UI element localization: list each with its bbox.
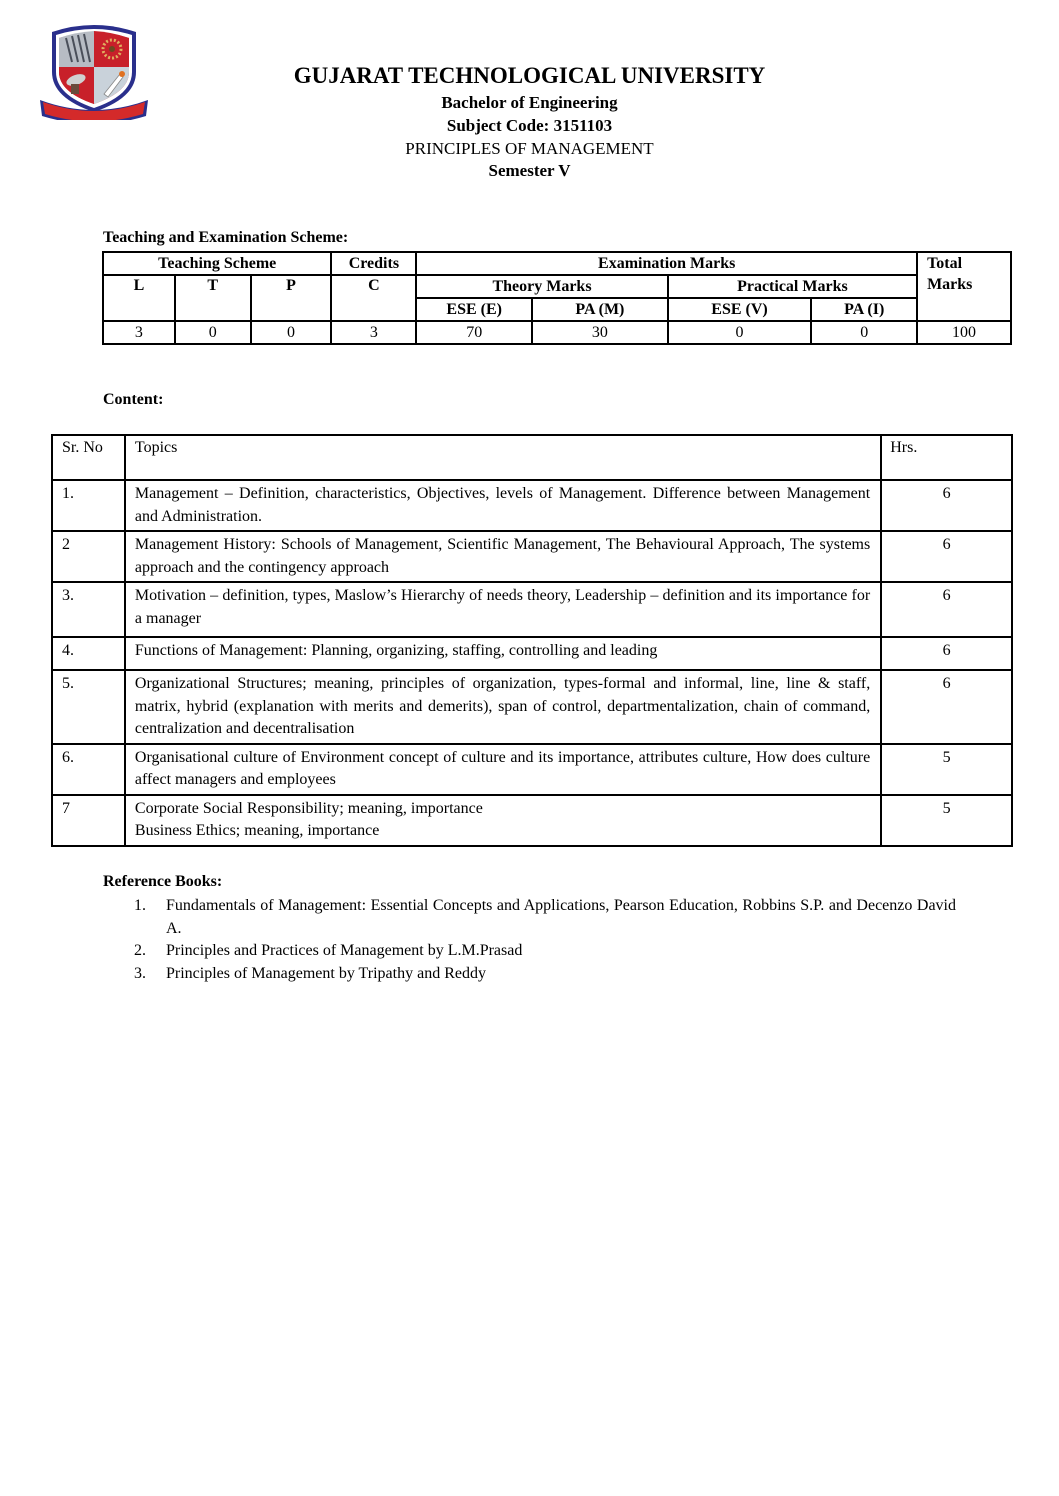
table-row xyxy=(52,795,1012,846)
pa-i-value: 0 xyxy=(811,321,917,344)
topics-header: Topics xyxy=(125,435,881,480)
scheme-table xyxy=(102,251,1012,345)
topic-line: Business Ethics; meaning, importance xyxy=(134,822,380,839)
sr-no: 1. xyxy=(52,480,125,531)
table-row xyxy=(52,582,1012,637)
content-table xyxy=(51,434,1013,847)
semester-label: Semester V xyxy=(488,161,571,180)
sr-no: 2 xyxy=(52,531,125,582)
hours: 5 xyxy=(881,795,1012,846)
ese-e-value: 70 xyxy=(416,321,532,344)
teaching-scheme-header: Teaching Scheme xyxy=(103,252,331,275)
hours: 6 xyxy=(881,582,1012,637)
list-number: 3. xyxy=(134,964,146,982)
sr-no: 3. xyxy=(52,582,125,637)
pa-i-header: PA (I) xyxy=(811,298,917,321)
tutorial-value: 0 xyxy=(175,321,251,344)
reference-text: Principles of Management by Tripathy and Reddy xyxy=(166,964,486,982)
topic: Functions of Management: Planning, organizing, staffing, controlling and leading xyxy=(125,637,881,670)
degree-title: Bachelor of Engineering xyxy=(441,93,618,112)
scheme-section-label: Teaching and Examination Scheme: xyxy=(103,229,349,246)
sr-no: 4. xyxy=(52,637,125,670)
reference-text: Fundamentals of Management: Essential Concepts and Applications, Pearson Education, Robbins S.P. and Decenzo David A. xyxy=(166,897,956,937)
reference-list xyxy=(130,895,956,985)
table-row xyxy=(52,531,1012,582)
pa-m-header: PA (M) xyxy=(532,298,668,321)
table-row xyxy=(52,670,1012,744)
total-marks-value: 100 xyxy=(917,321,1011,344)
credits-header: Credits xyxy=(331,252,416,275)
hours: 6 xyxy=(881,637,1012,670)
sr-no: 7 xyxy=(52,795,125,846)
hrs-header: Hrs. xyxy=(881,435,1012,480)
topic xyxy=(125,795,881,846)
topic: Organizational Structures; meaning, principles of organization, types-formal and informal, line, line & staff, matrix, hybrid (explanation with merits and demerits), span of control, departmentalization, chain of command, centralization and decentralisation xyxy=(125,670,881,744)
theory-marks-header: Theory Marks xyxy=(416,275,667,298)
practical-marks-header: Practical Marks xyxy=(668,275,917,298)
topic: Management History: Schools of Management, Scientific Management, The Behavioural Approach, The systems approach and the contingency approach xyxy=(125,531,881,582)
reference-text: Principles and Practices of Management by L.M.Prasad xyxy=(166,942,523,959)
tutorial-header: T xyxy=(175,275,251,321)
total-marks-header xyxy=(917,252,1011,321)
table-row xyxy=(52,744,1012,795)
ese-e-header: ESE (E) xyxy=(416,298,532,321)
topic: Management – Definition, characteristics, Objectives, levels of Management. Difference between Management and Administration. xyxy=(125,480,881,531)
list-item xyxy=(130,963,956,986)
topic: Organisational culture of Environment concept of culture and its importance, attributes culture, How does culture affect managers and employees xyxy=(125,744,881,795)
table-row xyxy=(52,480,1012,531)
topic-line: Corporate Social Responsibility; meaning, importance xyxy=(134,799,483,817)
sr-no-header: Sr. No xyxy=(52,435,125,480)
hours: 6 xyxy=(881,670,1012,744)
ese-v-header: ESE (V) xyxy=(668,298,812,321)
table-row xyxy=(52,637,1012,670)
university-name: GUJARAT TECHNOLOGICAL UNIVERSITY xyxy=(293,63,766,88)
hours: 5 xyxy=(881,744,1012,795)
content-section-label: Content: xyxy=(103,391,164,408)
list-number: 1. xyxy=(134,897,146,914)
hours: 6 xyxy=(881,480,1012,531)
practical-header: P xyxy=(251,275,332,321)
sr-no: 5. xyxy=(52,670,125,744)
lecture-value: 3 xyxy=(103,321,175,344)
credit-value: 3 xyxy=(331,321,416,344)
topic: Motivation – definition, types, Maslow’s Hierarchy of needs theory, Leadership – definition and its importance for a manager xyxy=(125,582,881,637)
hours: 6 xyxy=(881,531,1012,582)
ese-v-value: 0 xyxy=(668,321,812,344)
subject-code: Subject Code: 3151103 xyxy=(446,116,613,135)
examination-marks-header: Examination Marks xyxy=(416,252,917,275)
lecture-header: L xyxy=(103,275,175,321)
reference-books-label: Reference Books: xyxy=(103,873,223,890)
subject-name: PRINCIPLES OF MANAGEMENT xyxy=(405,139,654,158)
total-marks-label: Total Marks xyxy=(927,255,973,293)
credit-header: C xyxy=(331,275,416,321)
practical-value: 0 xyxy=(251,321,332,344)
sr-no: 6. xyxy=(52,744,125,795)
list-item xyxy=(130,895,956,940)
pa-m-value: 30 xyxy=(532,321,668,344)
list-item xyxy=(130,940,956,963)
list-number: 2. xyxy=(134,942,146,959)
